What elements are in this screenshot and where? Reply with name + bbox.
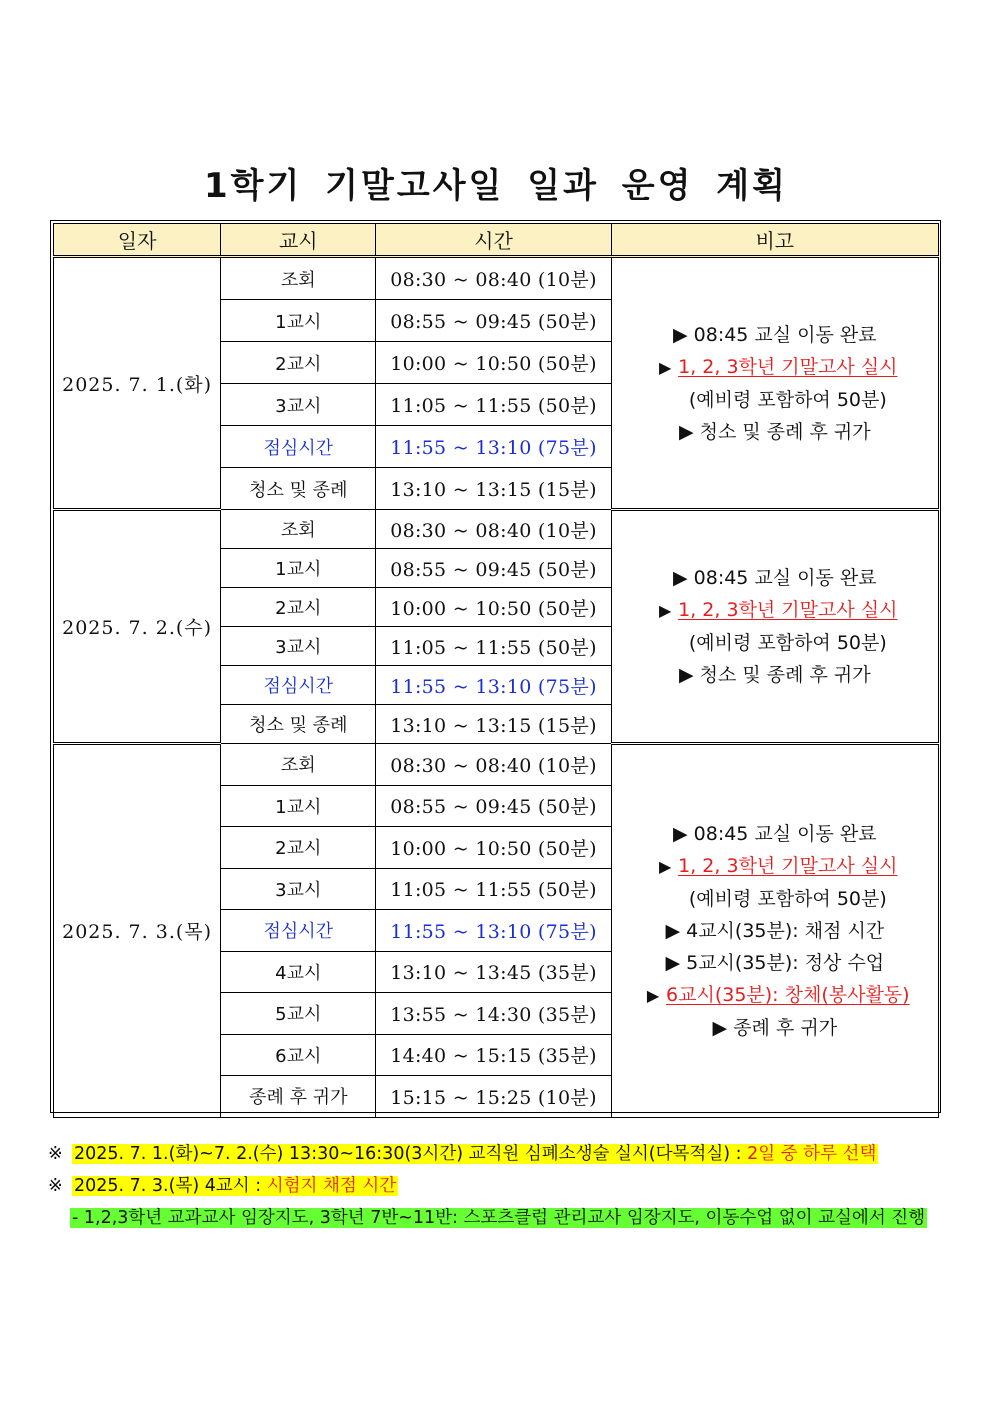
- note-line: ▶ 08:45 교실 이동 완료: [672, 822, 877, 845]
- period-cell: 1교시: [221, 785, 376, 827]
- time-cell: 11:05 ~ 11:55 (50분): [376, 868, 611, 910]
- note-line-highlight: [612, 594, 938, 627]
- note-line: ▶ 청소 및 종례 후 귀가: [678, 420, 871, 443]
- period-cell: 3교시: [221, 868, 376, 910]
- footnote-supervision: [48, 1202, 948, 1234]
- note-exam: 1, 2, 3학년 기말고사 실시: [678, 854, 898, 877]
- day-group-2: [54, 510, 939, 744]
- reference-mark-icon: ※: [48, 1176, 63, 1196]
- day-notes: [611, 510, 938, 744]
- footnote-grading-time: 시험지 채점 시간: [266, 1176, 397, 1196]
- period-cell: 조회: [221, 257, 376, 300]
- footnote-cpr: [48, 1138, 948, 1170]
- time-cell: 13:10 ~ 13:15 (15분): [376, 705, 611, 744]
- footnote-grading: [48, 1170, 948, 1202]
- note-line: ▶ 4교시(35분): 채점 시간: [665, 919, 885, 942]
- day-notes: [611, 744, 938, 1118]
- time-cell: 08:55 ~ 09:45 (50분): [376, 549, 611, 588]
- note-exam: 1, 2, 3학년 기말고사 실시: [678, 355, 898, 378]
- time-cell: 11:05 ~ 11:55 (50분): [376, 384, 611, 426]
- period-cell: 2교시: [221, 342, 376, 384]
- header-period: 교시: [221, 224, 376, 257]
- period-cell: 4교시: [221, 951, 376, 993]
- time-cell: 14:40 ~ 15:15 (35분): [376, 1034, 611, 1076]
- note-period6: 6교시(35분): 창체(봉사활동): [666, 983, 910, 1006]
- period-cell: 2교시: [221, 827, 376, 869]
- table-row: [54, 510, 939, 549]
- footnote-grading-highlight: [72, 1176, 398, 1196]
- period-cell: 3교시: [221, 384, 376, 426]
- period-cell: 종례 후 귀가: [221, 1076, 376, 1118]
- arrow-icon: ▶: [658, 856, 672, 876]
- day-date: 2025. 7. 2.(수): [54, 510, 221, 744]
- time-cell: 13:55 ~ 14:30 (35분): [376, 993, 611, 1035]
- table-row: [54, 744, 939, 786]
- note-line-highlight: [612, 850, 938, 883]
- time-cell-lunch: 11:55 ~ 13:10 (75분): [376, 426, 611, 468]
- footnote-cpr-choice: 2일 중 하루 선택: [747, 1144, 877, 1164]
- note-line: ▶ 5교시(35분): 정상 수업: [665, 951, 885, 974]
- header-date: 일자: [54, 224, 221, 257]
- time-cell: 08:55 ~ 09:45 (50분): [376, 785, 611, 827]
- note-exam: 1, 2, 3학년 기말고사 실시: [678, 599, 898, 621]
- period-cell: 조회: [221, 510, 376, 549]
- footnote-supervision-text: - 1,2,3학년 교과교사 임장지도, 3학년 7반~11반: 스포츠클럽 관리교사 임장지도, 이동수업 없이 교실에서 진행: [72, 1208, 926, 1228]
- footnote-grading-text: 2025. 7. 3.(목) 4교시 :: [74, 1176, 262, 1196]
- day-date: 2025. 7. 3.(목): [54, 744, 221, 1118]
- period-cell: 6교시: [221, 1034, 376, 1076]
- time-cell-lunch: 11:55 ~ 13:10 (75분): [376, 910, 611, 952]
- note-line: (예비령 포함하여 50분): [688, 388, 887, 411]
- period-cell: 청소 및 종례: [221, 468, 376, 510]
- period-cell: 조회: [221, 744, 376, 786]
- period-cell: 청소 및 종례: [221, 705, 376, 744]
- note-line-highlight: [612, 979, 938, 1012]
- day-notes: [611, 257, 938, 510]
- time-cell: 13:10 ~ 13:45 (35분): [376, 951, 611, 993]
- note-line: (예비령 포함하여 50분): [688, 887, 887, 910]
- day-group-3: [54, 744, 939, 1118]
- time-cell: 10:00 ~ 10:50 (50분): [376, 588, 611, 627]
- time-cell: 10:00 ~ 10:50 (50분): [376, 827, 611, 869]
- time-cell: 08:30 ~ 08:40 (10분): [376, 510, 611, 549]
- table-row: [54, 257, 939, 300]
- footnote-cpr-highlight: [72, 1144, 878, 1164]
- footnotes: [48, 1138, 948, 1234]
- time-cell: 13:10 ~ 13:15 (15분): [376, 468, 611, 510]
- period-cell: 5교시: [221, 993, 376, 1035]
- table-header-row: [54, 224, 939, 257]
- footnote-cpr-text: 2025. 7. 1.(화)~7. 2.(수) 13:30~16:30(3시간) 교직원 심폐소생술 실시(다목적실) :: [74, 1144, 742, 1164]
- time-cell: 15:15 ~ 15:25 (10분): [376, 1076, 611, 1118]
- arrow-icon: ▶: [658, 601, 672, 620]
- time-cell: 08:30 ~ 08:40 (10분): [376, 744, 611, 786]
- time-cell-lunch: 11:55 ~ 13:10 (75분): [376, 666, 611, 705]
- arrow-icon: ▶: [646, 985, 660, 1005]
- period-cell-lunch: 점심시간: [221, 666, 376, 705]
- header-time: 시간: [376, 224, 611, 257]
- note-line: ▶ 종례 후 귀가: [712, 1016, 838, 1039]
- time-cell: 08:55 ~ 09:45 (50분): [376, 300, 611, 342]
- schedule-table: [53, 223, 939, 1118]
- note-line: ▶ 08:45 교실 이동 완료: [672, 567, 877, 589]
- note-line: (예비령 포함하여 50분): [688, 632, 887, 654]
- header-note: 비고: [611, 224, 938, 257]
- time-cell: 08:30 ~ 08:40 (10분): [376, 257, 611, 300]
- period-cell: 2교시: [221, 588, 376, 627]
- time-cell: 10:00 ~ 10:50 (50분): [376, 342, 611, 384]
- arrow-icon: ▶: [658, 357, 672, 377]
- note-line-highlight: [612, 351, 938, 384]
- period-cell: 1교시: [221, 300, 376, 342]
- day-date: 2025. 7. 1.(화): [54, 257, 221, 510]
- period-cell: 3교시: [221, 627, 376, 666]
- day-group-1: [54, 257, 939, 510]
- page-title: 1학기 기말고사일 일과 운영 계획: [204, 166, 788, 206]
- period-cell-lunch: 점심시간: [221, 910, 376, 952]
- period-cell-lunch: 점심시간: [221, 426, 376, 468]
- note-line: ▶ 청소 및 종례 후 귀가: [678, 664, 871, 686]
- reference-mark-icon: ※: [48, 1144, 63, 1164]
- time-cell: 11:05 ~ 11:55 (50분): [376, 627, 611, 666]
- note-line: ▶ 08:45 교실 이동 완료: [672, 323, 877, 346]
- period-cell: 1교시: [221, 549, 376, 588]
